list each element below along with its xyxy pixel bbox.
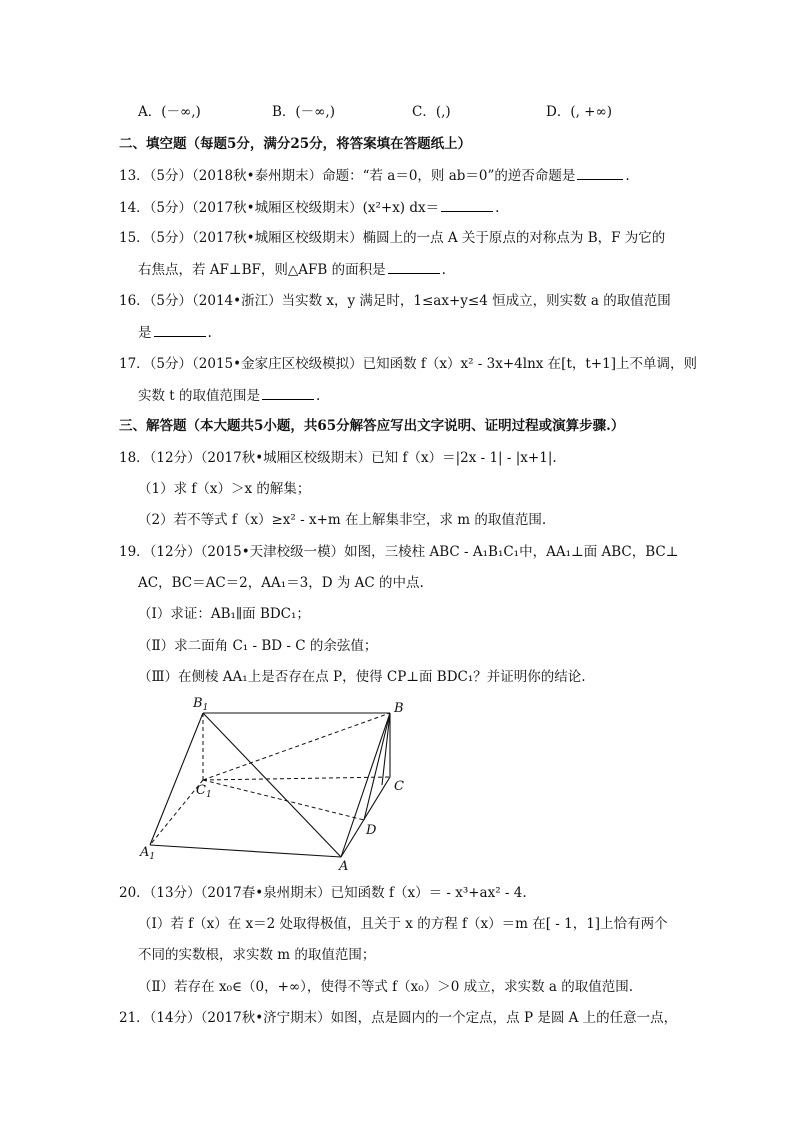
option-a: A．(－∞,) — [138, 104, 201, 120]
q16-end: . — [207, 325, 212, 341]
question-17-line2 — [138, 386, 320, 405]
question-16-line1: 16．（5分）（2014•浙江）当实数 x，y 满足时，1≤ax+y≤4 恒成立，则实数 a 的取值范围 — [119, 293, 671, 309]
question-21-stem: 21．（14分）（2017秋•济宁期末）如图，点是圆内的一个定点，点 P 是圆 A 上的任意一点， — [119, 1010, 678, 1026]
question-19-stem2: AC，BC＝AC＝2，AA₁＝3，D 为 AC 的中点. — [138, 575, 424, 591]
answer-blank — [441, 198, 493, 212]
answer-blank — [577, 166, 623, 180]
q14-text: 14．（5分）（2017秋•城厢区校级期末）(x²+x) dx＝ — [119, 200, 440, 216]
question-14 — [119, 198, 499, 217]
label-b1: $B_1$ — [193, 696, 209, 713]
label-c: C — [394, 779, 404, 794]
question-19-part3: （Ⅲ）在侧棱 AA₁上是否存在点 P，使得 CP⊥面 BDC₁？并证明你的结论. — [138, 669, 586, 685]
question-18-part2: （2）若不等式 f（x）≥x² - x+m 在上解集非空，求 m 的取值范围. — [138, 512, 547, 528]
answer-blank — [262, 386, 314, 400]
q16-text: 是 — [138, 325, 152, 341]
option-b: B．(－∞,) — [272, 104, 335, 120]
question-19-part2: （Ⅱ）求二面角 C₁ - BD - C 的余弦值； — [138, 638, 378, 654]
question-18-part1: （1）求 f（x）＞x 的解集； — [138, 481, 311, 497]
q14-end: . — [495, 200, 500, 216]
label-c1: $C_1$ — [196, 783, 212, 800]
prism-figure — [138, 690, 418, 870]
edge-b1-a1 — [150, 713, 203, 845]
section-solution-title: 三、解答题（本大题共5小题，共65分解答应写出文字说明、证明过程或演算步骤.） — [119, 418, 625, 434]
question-20-part2: （Ⅱ）若存在 x₀∈（0，+∞），使得不等式 f（x₀）＞0 成立，求实数 a 的取值范围. — [138, 979, 633, 995]
answer-blank — [154, 323, 206, 337]
q15-end: . — [441, 262, 446, 278]
question-15-line2 — [138, 260, 446, 279]
edge-c1-c — [203, 777, 390, 780]
q13-text: 13．（5分）（2018秋•泰州期末）命题：“若 a＝0，则 ab＝0”的逆否命题是 — [119, 168, 576, 184]
question-19-part1: （Ⅰ）求证：AB₁∥面 BDC₁； — [138, 606, 310, 622]
edge-c1-d — [203, 780, 364, 820]
prism-diagram — [138, 690, 418, 870]
label-d: D — [366, 823, 377, 838]
edge-c-a — [341, 777, 390, 857]
label-b: B — [394, 701, 404, 716]
q13-end: . — [625, 168, 630, 184]
q17-end: . — [316, 388, 321, 404]
section-fill-in-title: 二、填空题（每题5分，满分25分，将答案填在答题纸上） — [119, 136, 472, 152]
question-13 — [119, 166, 630, 185]
question-16-line2 — [138, 323, 212, 342]
question-20-stem: 20．（13分）（2017春•泉州期末）已知函数 f（x）＝ - x³+ax² - 4. — [119, 885, 527, 901]
question-20-part1a: （Ⅰ）若 f（x）在 x＝2 处取得极值，且关于 x 的方程 f（x）＝m 在[ - 1，1]上恰有两个 — [138, 916, 668, 932]
edge-b-d — [364, 713, 390, 820]
q17-text: 实数 t 的取值范围是 — [138, 388, 261, 404]
label-a: A — [339, 859, 349, 870]
label-a1: $A_1$ — [140, 845, 156, 862]
question-19-stem1: 19．（12分）（2015•天津校级一模）如图，三棱柱 ABC - A₁B₁C₁中，AA₁⊥面 ABC，BC⊥ — [119, 544, 679, 560]
option-c: C．(,) — [412, 104, 451, 120]
answer-blank — [388, 260, 440, 274]
edge-c1-b — [203, 713, 390, 780]
question-17-line1: 17．（5分）（2015•金家庄区校级模拟）已知函数 f（x）x² - 3x+4lnx 在[t，t+1]上不单调，则 — [119, 356, 697, 372]
question-15-line1: 15．（5分）（2017秋•城厢区校级期末）椭圆上的一点 A 关于原点的对称点为 B，F 为它的 — [119, 230, 666, 246]
edge-a1-a — [150, 845, 341, 857]
q15-text: 右焦点，若 AF⊥BF，则△AFB 的面积是 — [138, 262, 386, 278]
option-d: D．(, +∞) — [546, 104, 612, 120]
question-18-stem: 18．（12分）（2017秋•城厢区校级期末）已知 f（x）＝|2x - 1| - |x+1|. — [119, 450, 557, 466]
question-20-part1b: 不同的实数根，求实数 m 的取值范围； — [138, 947, 376, 963]
